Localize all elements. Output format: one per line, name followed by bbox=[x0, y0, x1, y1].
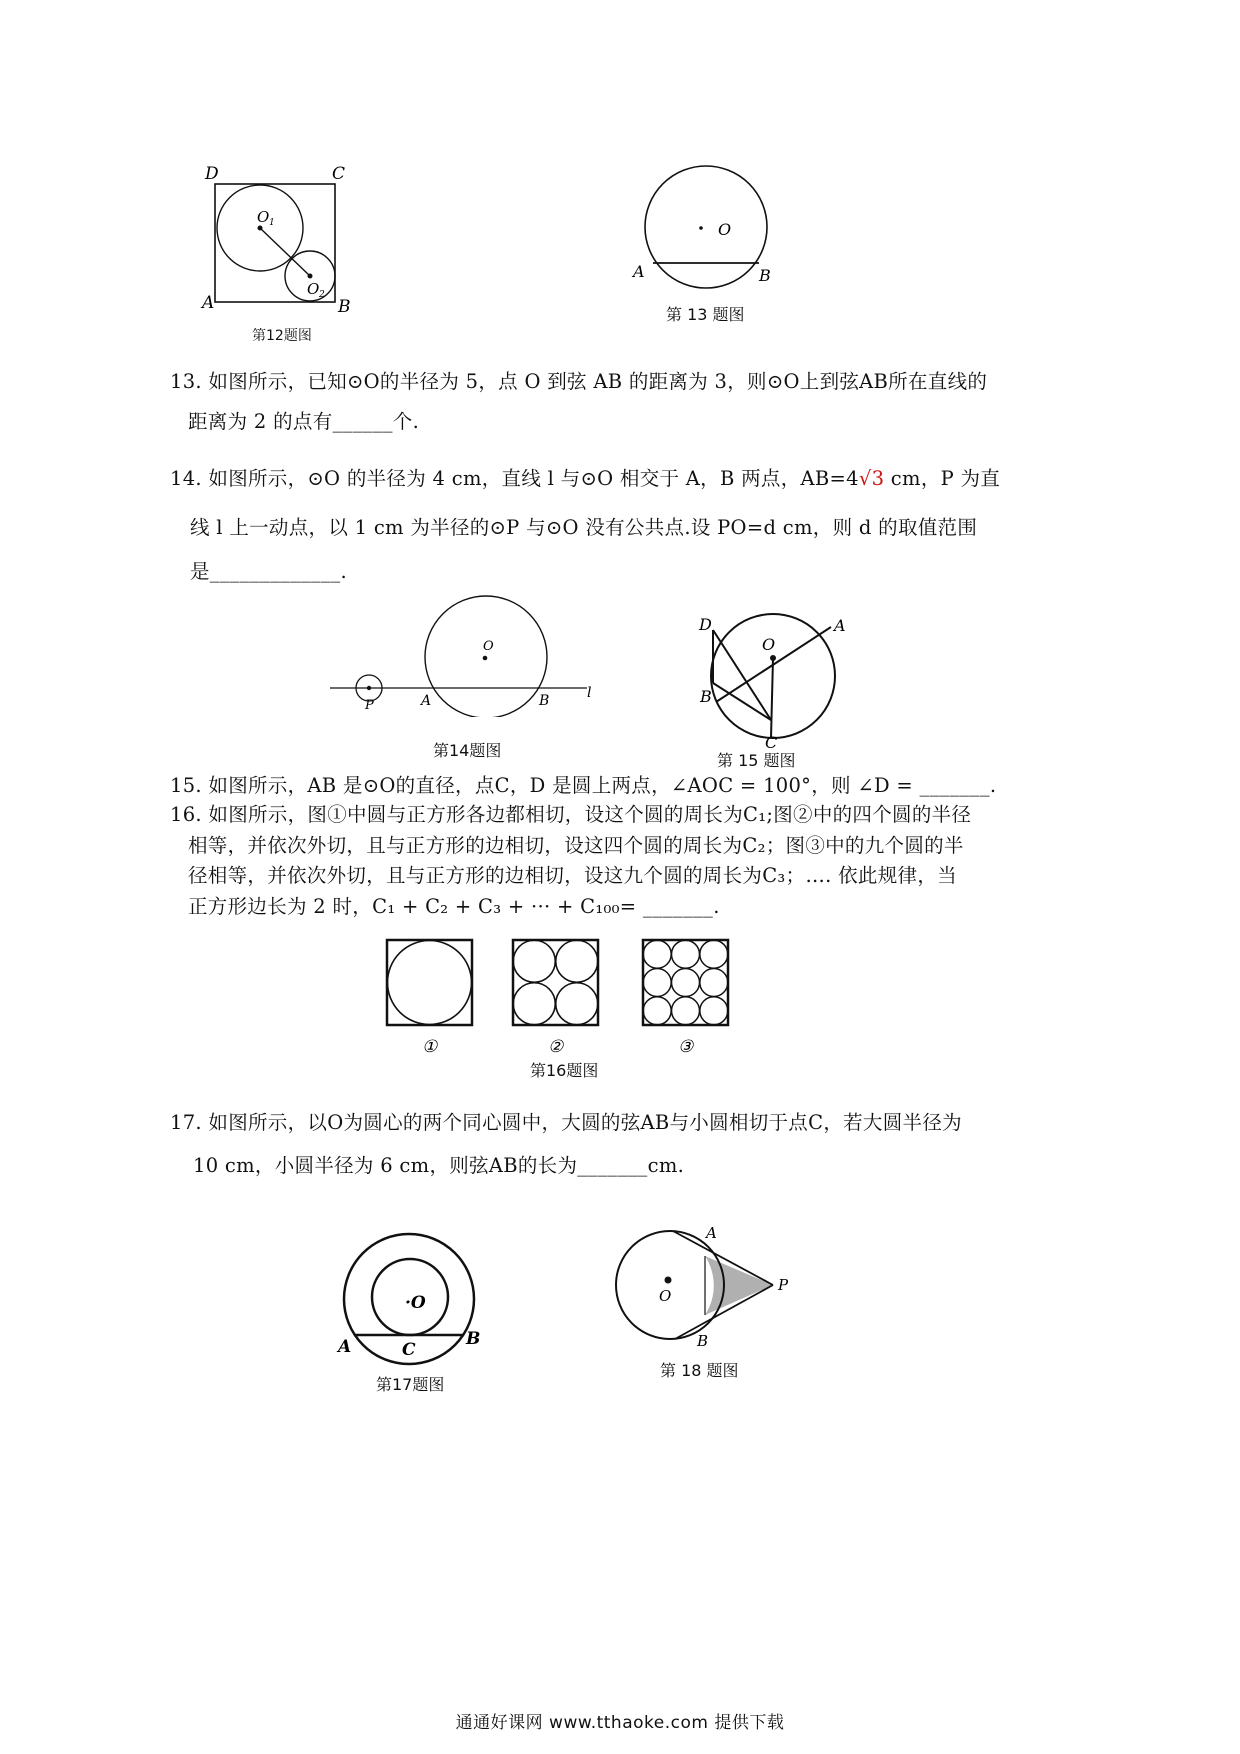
point-o1 bbox=[258, 226, 263, 231]
q17-line1: 17. 如图所示，以O为圆心的两个同心圆中，大圆的弦AB与小圆相切于点C，若大圆半径为 bbox=[170, 1111, 962, 1134]
figure-12-caption: 第12题图 bbox=[252, 328, 312, 344]
q16-line2: 相等，并依次外切，且与正方形的边相切，设这四个圆的周长为C₂；图③中的九个圆的半 bbox=[188, 834, 964, 857]
label-o: O bbox=[483, 639, 494, 654]
label-3: ③ bbox=[678, 1037, 694, 1057]
label-b: B bbox=[466, 1329, 481, 1349]
point-o2 bbox=[308, 274, 313, 279]
label-c: C bbox=[402, 1340, 416, 1360]
figure-15-caption: 第 15 题图 bbox=[717, 751, 796, 770]
point-p bbox=[367, 686, 371, 690]
q14-line1 bbox=[170, 469, 1000, 489]
label-c: C bbox=[332, 164, 346, 184]
figure-17 bbox=[330, 1228, 500, 1368]
figure-12 bbox=[200, 160, 380, 330]
q14-line1-a: 14. 如图所示，⊙O 的半径为 4 cm，直线 l 与⊙O 相交于 A，B 两点，AB=4 bbox=[170, 467, 859, 490]
point-o bbox=[483, 656, 488, 661]
q16-line3: 径相等，并依次外切，且与正方形的边相切，设这九个圆的周长为C₃；…. 依此规律，当 bbox=[188, 864, 957, 887]
label-2: ② bbox=[548, 1037, 564, 1057]
label-b: B bbox=[759, 266, 771, 285]
square-2 bbox=[513, 940, 598, 1025]
label-a: A bbox=[338, 1337, 352, 1357]
q13-line2: 距离为 2 的点有______个. bbox=[188, 410, 420, 433]
q14-sqrt3: √3 bbox=[858, 467, 885, 490]
label-o: O bbox=[762, 635, 776, 654]
q14-line1-b: cm，P 为直 bbox=[884, 467, 1001, 490]
label-a: A bbox=[706, 1224, 717, 1242]
label-b: B bbox=[338, 297, 351, 317]
label-o: O bbox=[718, 220, 732, 239]
label-d: D bbox=[699, 615, 712, 634]
label-p: P bbox=[365, 698, 374, 713]
q13-line1: 13. 如图所示，已知⊙O的半径为 5，点 O 到弦 AB 的距离为 3，则⊙O上到弦AB所在直线的 bbox=[170, 370, 988, 393]
q16-line1: 16. 如图所示，图①中圆与正方形各边都相切，设这个圆的周长为C₁;图②中的四个圆的半径 bbox=[170, 803, 972, 826]
figure-15 bbox=[695, 610, 855, 750]
label-d: D bbox=[205, 164, 219, 184]
q17-line2: 10 cm，小圆半径为 6 cm，则弦AB的长为_______cm. bbox=[193, 1154, 685, 1177]
point-o bbox=[665, 1277, 672, 1284]
figure-14 bbox=[325, 592, 605, 717]
label-a: A bbox=[633, 262, 645, 281]
label-o1-sub: 1 bbox=[269, 218, 275, 228]
q15-line1: 15. 如图所示，AB 是⊙O的直径，点C，D 是圆上两点，∠AOC = 100°，则 ∠D = _______. bbox=[170, 774, 997, 797]
q14-line3: 是_____________. bbox=[190, 560, 347, 583]
label-b: B bbox=[539, 693, 550, 709]
circle-1 bbox=[388, 941, 472, 1025]
circle-o bbox=[645, 166, 767, 288]
figure-13-caption: 第 13 题图 bbox=[666, 305, 745, 324]
q16-line4: 正方形边长为 2 时，C₁ + C₂ + C₃ + ··· + C₁₀₀= _______. bbox=[188, 895, 720, 918]
shaded-region bbox=[705, 1256, 773, 1315]
figure-16 bbox=[380, 935, 740, 1060]
label-p: P bbox=[778, 1276, 789, 1294]
label-b: B bbox=[697, 1332, 709, 1350]
label-a: A bbox=[202, 293, 215, 313]
point-o bbox=[770, 655, 776, 661]
label-o: O bbox=[659, 1287, 672, 1305]
point-o bbox=[699, 226, 703, 230]
figure-14-caption: 第14题图 bbox=[433, 741, 502, 760]
label-b: B bbox=[700, 687, 712, 706]
circles-2 bbox=[513, 940, 598, 1025]
label-o2: O bbox=[307, 280, 320, 298]
label-o1: O bbox=[257, 208, 270, 226]
label-o2-sub: 2 bbox=[319, 290, 325, 300]
label-c: C bbox=[765, 733, 778, 750]
page-footer: 通通好课网 www.tthaoke.com 提供下载 bbox=[455, 1713, 785, 1733]
label-o: ·O bbox=[405, 1293, 426, 1313]
chord-bc bbox=[713, 683, 771, 720]
q14-line2: 线 l 上一动点，以 1 cm 为半径的⊙P 与⊙O 没有公共点.设 PO=d cm，则 d 的取值范围 bbox=[190, 516, 978, 539]
figure-18-caption: 第 18 题图 bbox=[660, 1361, 739, 1380]
circle-o bbox=[616, 1231, 724, 1339]
circles-3 bbox=[643, 940, 728, 1025]
label-1: ① bbox=[422, 1037, 438, 1057]
label-l: l bbox=[587, 685, 592, 701]
figure-17-caption: 第17题图 bbox=[376, 1375, 445, 1394]
label-a: A bbox=[834, 616, 846, 635]
figure-13 bbox=[625, 160, 795, 295]
figure-16-caption: 第16题图 bbox=[530, 1061, 599, 1080]
square-3 bbox=[643, 940, 728, 1025]
radius-oc bbox=[771, 658, 773, 738]
figure-18 bbox=[605, 1215, 805, 1355]
label-a: A bbox=[421, 693, 432, 709]
